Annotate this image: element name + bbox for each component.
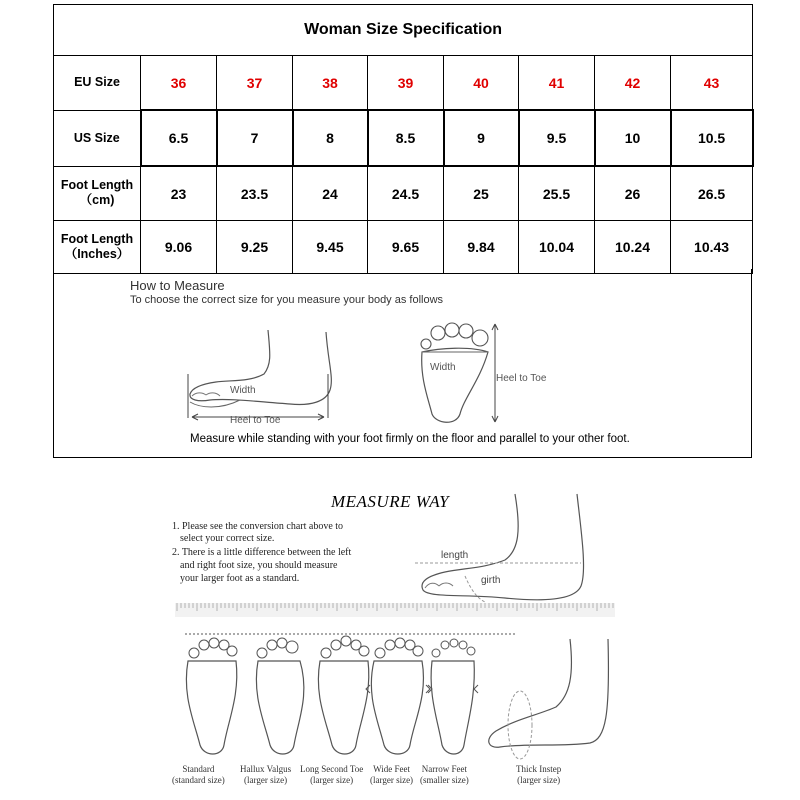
instruction-line: and right foot size, you should measure: [180, 560, 338, 571]
foot-length-inches-row: [54, 221, 753, 274]
foot-length-inches-label: [54, 221, 141, 274]
eu-size-value: 37: [217, 56, 293, 111]
wide-foot-outline: [371, 661, 423, 754]
instruction-line: your larger foot as a standard.: [180, 573, 300, 584]
eu-size-row: [54, 56, 753, 111]
length-label: length: [441, 550, 469, 561]
foot-type-caption: [516, 764, 561, 786]
long-second-toe-foot: [318, 636, 369, 754]
foot-length-cm-value: 26: [595, 166, 671, 221]
standard-foot-outline: [186, 661, 236, 754]
toe: [467, 647, 475, 655]
foot-type-name: Long Second Toe: [300, 764, 364, 774]
wide-feet-foot: [366, 638, 430, 754]
foot-length-cm-value: 23: [141, 166, 217, 221]
instruction-line: 2. There is a little difference between the left: [172, 547, 352, 558]
eu-size-value: 42: [595, 56, 671, 111]
side-foot-toes: [192, 393, 220, 396]
toe: [267, 640, 277, 650]
foot-type-caption: [172, 764, 225, 786]
instep-foot-outline: [489, 639, 609, 747]
wide-arrows: [366, 685, 430, 693]
foot-length-inches-value: 10.04: [519, 221, 595, 274]
sole-toe: [459, 324, 473, 338]
toe: [199, 640, 209, 650]
foot-length-inches-label-line1: Foot Length: [60, 232, 134, 246]
thick-instep-foot: [489, 639, 609, 759]
toe: [209, 638, 219, 648]
instruction-line: 1. Please see the conversion chart above to: [172, 521, 344, 532]
foot-length-cm-value: 24.5: [368, 166, 444, 221]
foot-type-caption: [300, 764, 363, 786]
foot-types-illustration: [170, 635, 620, 765]
toe: [277, 638, 287, 648]
foot-length-cm-value: 25.5: [519, 166, 595, 221]
toe: [441, 641, 449, 649]
foot-length-inches-value: 9.25: [217, 221, 293, 274]
hallux-foot-outline: [256, 661, 304, 754]
foot-length-cm-value: 25: [444, 166, 519, 221]
how-to-measure-title: How to Measure: [130, 278, 225, 293]
measure-way-title: MEASURE WAY: [331, 492, 450, 511]
sole-heel-to-toe-label: Heel to Toe: [496, 373, 547, 384]
eu-size-label: EU Size: [54, 56, 141, 111]
foot-length-inches-value: 9.45: [293, 221, 368, 274]
foot-type-name: Hallux Valgus: [240, 764, 292, 774]
foot-length-cm-label-line1: Foot Length: [60, 178, 134, 193]
girth-label: girth: [481, 575, 501, 586]
foot-length-cm-value: 23.5: [217, 166, 293, 221]
foot-type-caption: [370, 764, 413, 786]
foot-type-name: Thick Instep: [516, 764, 562, 774]
foot-length-inches-value: 9.06: [141, 221, 217, 274]
sole-width-label: Width: [430, 362, 456, 373]
hallux-valgus-foot: [256, 638, 304, 754]
us-size-value: 10: [595, 110, 671, 166]
sole-toe: [421, 339, 431, 349]
instep-girth: [508, 691, 532, 759]
toe: [375, 648, 385, 658]
foot-type-size: (larger size): [310, 775, 354, 785]
table-title: Woman Size Specification: [54, 5, 753, 56]
toe: [341, 636, 351, 646]
eu-size-value: 38: [293, 56, 368, 111]
foot-length-inches-label-line2: （Inches）: [64, 247, 130, 261]
side-foot-illustration: [180, 322, 340, 432]
eu-size-value: 39: [368, 56, 444, 111]
foot-outline: [422, 494, 584, 600]
toe: [359, 646, 369, 656]
narrow-feet-foot: [428, 639, 478, 754]
standard-foot: [186, 638, 237, 754]
toe: [413, 646, 423, 656]
foot-toes: [425, 583, 453, 588]
foot-length-inches-value: 10.43: [671, 221, 753, 274]
foot-length-cm-value: 26.5: [671, 166, 753, 221]
foot-length-cm-row: [54, 166, 753, 221]
instruction-line: select your correct size.: [180, 533, 275, 544]
toe: [331, 640, 341, 650]
us-size-value: 9: [444, 110, 519, 166]
long-second-toe-outline: [318, 661, 368, 754]
sole-outline: [422, 348, 488, 422]
foot-type-size: (larger size): [517, 775, 561, 785]
sole-foot-illustration: [410, 318, 570, 428]
length-girth-illustration: [405, 490, 605, 610]
toe: [321, 648, 331, 658]
us-size-row: [54, 110, 753, 166]
foot-type-size: (smaller size): [420, 775, 469, 785]
us-size-value: 6.5: [141, 110, 217, 166]
eu-size-value: 36: [141, 56, 217, 111]
side-width-label: Width: [230, 385, 256, 396]
foot-type-name: Wide Feet: [373, 764, 410, 774]
foot-type-name: Standard: [182, 764, 215, 774]
toe: [459, 641, 467, 649]
sole-toe: [431, 326, 445, 340]
foot-type-caption: [420, 764, 469, 786]
us-size-value: 8: [293, 110, 368, 166]
foot-length-cm-value: 24: [293, 166, 368, 221]
eu-size-value: 43: [671, 56, 753, 111]
foot-length-cm-label: [54, 166, 141, 221]
measure-note: Measure while standing with your foot firmly on the floor and parallel to your other foot.: [190, 433, 630, 445]
narrow-arrows: [428, 685, 478, 693]
us-size-value: 7: [217, 110, 293, 166]
foot-type-name: Narrow Feet: [421, 764, 467, 774]
toe: [227, 646, 237, 656]
toe: [286, 641, 298, 653]
foot-type-size: (larger size): [370, 775, 414, 785]
toe: [432, 649, 440, 657]
toe: [450, 639, 458, 647]
foot-length-inches-value: 9.84: [444, 221, 519, 274]
us-size-value: 10.5: [671, 110, 753, 166]
us-size-value: 8.5: [368, 110, 444, 166]
eu-size-value: 41: [519, 56, 595, 111]
us-size-value: 9.5: [519, 110, 595, 166]
toe: [189, 648, 199, 658]
sole-toe: [472, 330, 488, 346]
foot-type-caption: [240, 764, 291, 786]
eu-size-value: 40: [444, 56, 519, 111]
narrow-foot-outline: [431, 661, 474, 754]
sole-toe: [445, 323, 459, 337]
ruler: [175, 603, 615, 617]
toe: [395, 638, 405, 648]
toe: [257, 648, 267, 658]
us-size-label: US Size: [54, 110, 141, 166]
foot-type-size: (larger size): [244, 775, 288, 785]
size-table: [53, 4, 754, 274]
foot-length-inches-value: 10.24: [595, 221, 671, 274]
toe: [385, 640, 395, 650]
how-to-measure-subtitle: To choose the correct size for you measure your body as follows: [130, 294, 444, 306]
foot-type-size: (standard size): [172, 775, 225, 785]
foot-length-cm-label-line2: （cm): [79, 193, 115, 208]
foot-length-inches-value: 9.65: [368, 221, 444, 274]
side-heel-to-toe-label: Heel to Toe: [230, 415, 281, 426]
